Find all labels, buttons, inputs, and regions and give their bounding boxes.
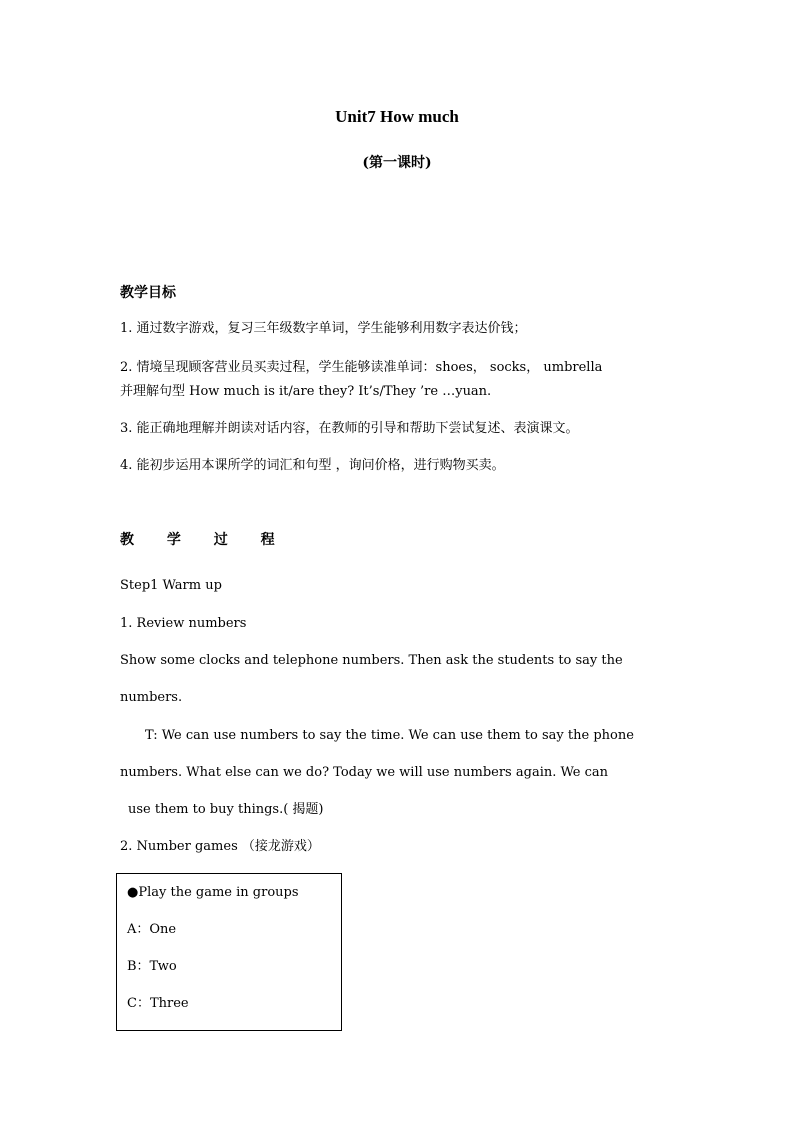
game-box-line-3: B：Two xyxy=(127,959,177,974)
teacher-speech-line-2: numbers. What else can we do? Today we will use numbers again. We can xyxy=(120,765,609,780)
game-box-line-1: ●Play the game in groups xyxy=(127,885,299,900)
review-numbers-item: 1. Review numbers xyxy=(120,616,247,631)
objective-item-3: 3. 能正确地理解并朗读对话内容，在教师的引导和帮助下尝试复述、表演课文。 xyxy=(120,421,579,436)
teacher-speech-line-1: T: We can use numbers to say the time. We can use them to say the phone xyxy=(145,728,634,743)
teacher-speech-line-3: use them to buy things.( 揭题) xyxy=(128,802,324,817)
game-box-line-2: A：One xyxy=(127,922,177,937)
game-box-line-4: C：Three xyxy=(127,996,189,1011)
show-instruction-line-2: numbers. xyxy=(120,690,183,705)
objective-item-2: 2. 情境呈现顾客营业员买卖过程，学生能够读准单词：shoes， socks， umbrella xyxy=(120,360,603,375)
objective-item-2-continued: 并理解句型 How much is it/are they? It’s/They ’re …yuan. xyxy=(120,384,492,399)
objective-item-1: 1. 通过数字游戏，复习三年级数字单词，学生能够利用数字表达价钱； xyxy=(120,321,527,336)
number-games-item: 2. Number games （接龙游戏） xyxy=(120,839,320,854)
process-heading: 教 学 过 程 xyxy=(120,532,289,548)
step1-label: Step1 Warm up xyxy=(120,578,222,593)
show-instruction-line-1: Show some clocks and telephone numbers. Then ask the students to say the xyxy=(120,653,623,668)
objectives-heading: 教学目标 xyxy=(120,285,176,301)
document-subtitle: (第一课时) xyxy=(362,155,432,171)
document-title: Unit7 How much xyxy=(335,107,459,126)
game-instructions-box xyxy=(116,873,342,1031)
objective-item-4: 4. 能初步运用本课所学的词汇和句型 ，询问价格，进行购物买卖。 xyxy=(120,458,505,473)
